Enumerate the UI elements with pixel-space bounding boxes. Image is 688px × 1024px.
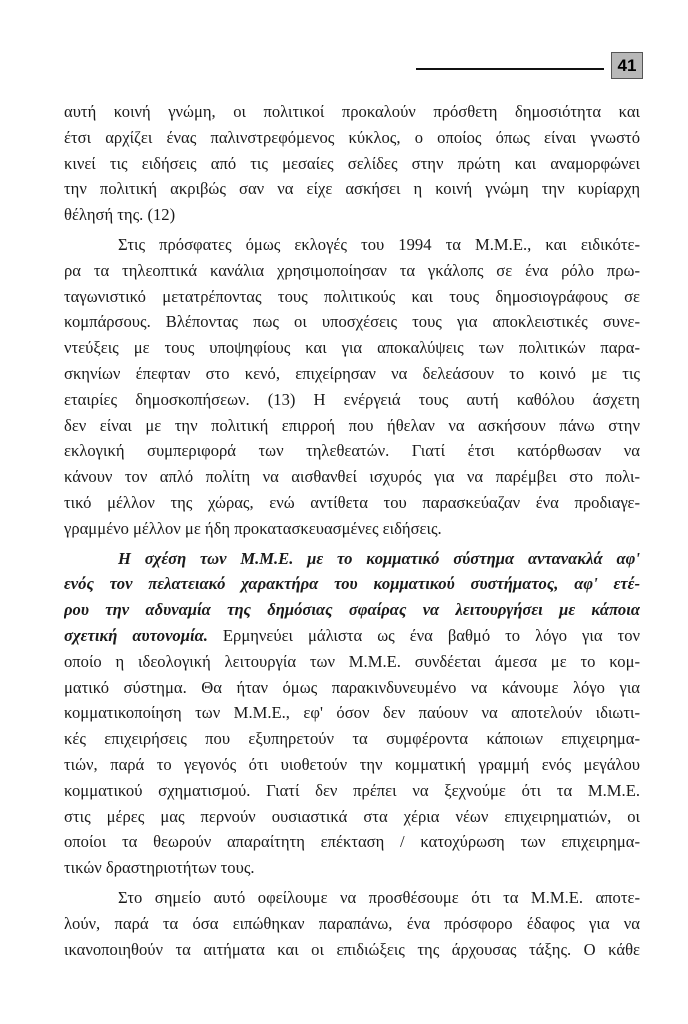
paragraph-2 (64, 232, 640, 542)
text-line: τιών, παρά το γεγονός ότι υιοθετούν την κομματική γραμμή ενός μεγάλου (64, 754, 640, 774)
emphasis-text: σχετική αυτονομία. (64, 625, 208, 645)
text-line (64, 571, 640, 597)
text-line: έτσι αρχίζει ένας παλινστρεφόμενος κύκλος, ο οποίος όπως είναι γνωστό (64, 127, 640, 147)
text-line: οποίοι τα θεωρούν απαραίτητη επέκταση / κατοχύρωση των επιχειρημα- (64, 832, 640, 852)
page-number: 41 (611, 52, 643, 79)
text-line: δεν είναι με την πολιτική επιρροή που ήθελαν να ασκήσουν πάνω στην (64, 415, 640, 435)
text-line: σκηνίων έπεφταν στο κενό, επιχείρησαν να δελεάσουν το κοινό με τις (64, 363, 640, 383)
paragraph-4 (64, 885, 640, 962)
text-line: λούν, παρά τα όσα ειπώθηκαν παραπάνω, ένα πρόσφορο έδαφος για να (64, 913, 640, 933)
text-line: ικανοποιηθούν τα αιτήματα και οι επιδιώξεις της άρχουσας τάξης. Ο κάθε (64, 939, 640, 959)
text-line: την πολιτική ακριβώς σαν να είχε ασκήσει η κοινή γνώμη την κυρίαρχη (64, 179, 640, 199)
text-line: Στο σημείο αυτό οφείλουμε να προσθέσουμε ότι τα Μ.Μ.Ε. αποτε- (118, 887, 640, 907)
text-line: θέλησή της. (12) (64, 205, 176, 225)
body-text (64, 99, 640, 962)
text-line: ντεύξεις με τους υποψηφίους και για αποκαλύψεις των πολιτικών παρα- (64, 338, 640, 358)
text-line: αυτή κοινή γνώμη, οι πολιτικοί προκαλούν πρόσθετη δημοσιότητα και (64, 102, 640, 121)
text-line: τικών δραστηριοτήτων τους. (64, 858, 255, 878)
text-line: στις μέρες μας περνούν ουσιαστικά στα χέρια νέων επιχειρηματιών, οι (64, 806, 640, 826)
paragraph-1 (64, 99, 640, 228)
emphasis-text: Η σχέση των Μ.Μ.Ε. με το κομματικό σύστημα αντανακλά αφ' (118, 548, 640, 568)
text-line: ταγωνιστικό μετατρέποντας τους πολιτικούς και τους δημοσιογράφους σε (64, 286, 640, 306)
text-line: Στις πρόσφατες όμως εκλογές του 1994 τα Μ.Μ.Ε., και ειδικότε- (118, 234, 640, 254)
header-rule (416, 68, 604, 70)
text-line: ματικό σύστημα. Θα ήταν όμως παρακινδυνευμένο να κάνουμε λόγο για (64, 677, 640, 697)
text-line: εκλογική συμπεριφορά των τηλεθεατών. Γιατί έτσι κατόρθωσαν να (64, 441, 640, 461)
text-line: κινεί τις ειδήσεις από τις μεσαίες σελίδες στην πρώτη και αναμορφώνει (64, 153, 640, 173)
text-line: κομπάρσους. Βλέποντας πως οι υποσχέσεις τους για αποκλειστικές συνε- (64, 312, 640, 332)
text-line: οποίο η ιδεολογική λειτουργία των Μ.Μ.Ε. συνδέεται άμεσα με το κομ- (64, 651, 640, 671)
emphasis-text: ρου την αδυναμία της δημόσιας σφαίρας να λειτουργήσει με κάποια (64, 600, 640, 620)
emphasis-text: ενός τον πελατειακό χαρακτήρα του κομματικού συστήματος, αφ' ετέ- (64, 574, 640, 594)
text-line: κάνουν τον απλό πολίτη να αισθανθεί ισχυρός για να παρέμβει στο πολι- (64, 467, 640, 487)
text-span: Ερμηνεύει μάλιστα ως ένα βαθμό το λόγο για τον (207, 625, 640, 645)
text-line: κές επιχειρήσεις που εξυπηρετούν τα συμφέροντα κάποιων επιχειρημα- (64, 729, 640, 749)
text-line (64, 597, 640, 623)
text-line: τικό μέλλον της χώρας, ενώ αντίθετα του παρασκεύαζαν ένα προδιαγε- (64, 492, 640, 512)
text-line: κομματικοποίηση των Μ.Μ.Ε., εφ' όσον δεν παύουν να αποτελούν ιδιωτι- (64, 703, 640, 723)
paragraph-3 (64, 546, 640, 881)
text-line: εταιρίες δημοσκοπήσεων. (13) Η ενέργειά τους αυτή καθόλου άσχετη (64, 389, 640, 409)
text-line: ρα τα τηλεοπτικά κανάλια χρησιμοποίησαν τα γκάλοπς σε ένα ρόλο πρω- (64, 260, 640, 280)
text-line: γραμμένο μέλλον με ήδη προκατασκευασμένες ειδήσεις. (64, 518, 442, 538)
text-line (64, 546, 640, 572)
text-line: κομματικού σχηματισμού. Γιατί δεν πρέπει να ξεχνούμε ότι τα Μ.Μ.Ε. (64, 780, 640, 800)
text-line (64, 623, 640, 649)
